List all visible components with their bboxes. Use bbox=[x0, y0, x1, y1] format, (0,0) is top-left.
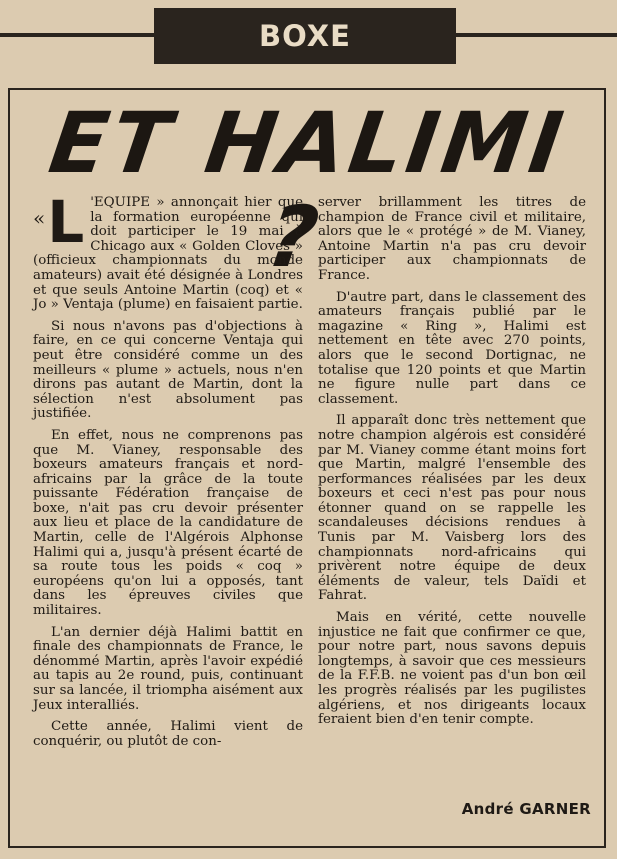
article-paragraph: Il apparaît donc très nettement que notre champion algérois est considéré par M. Vianey comme étant moins fort que Martin, malgré l'ensemble des performances réalisées par les deux boxeurs et ceci n'est pas pour nous étonner quand on se rappelle les scandaleuses décisions rendues à Tunis par M. Vaisberg lors des championnats nord-africains qui privèrent notre équipe de deux éléments de valeur, tels Daïdi et Fahrat. bbox=[318, 413, 586, 604]
opening-quote: « bbox=[33, 206, 46, 230]
article-paragraph: server brillamment les titres de champion de France civil et militaire, alors que le « protégé » de M. Vianey, Antoine Martin n'a pas cru devoir participer aux championnats de France. bbox=[318, 195, 586, 283]
article-paragraph: Mais en vérité, cette nouvelle injustice ne fait que confirmer ce que, pour notre part, nous savons depuis longtemps, à savoir que ces messieurs de la F.F.B. ne voient pas d'un bon œil les progrès réalisés par les pugilistes algériens, et nos dirigeants locaux feraient bien d'en tenir compte. bbox=[318, 610, 586, 728]
drop-cap: L bbox=[47, 188, 85, 256]
headline: ET HALIMI ? bbox=[43, 94, 573, 286]
header-rule-left bbox=[0, 33, 154, 37]
article-paragraph: D'autre part, dans le classement des amateurs français publié par le magazine « Ring », Halimi est nettement en tête avec 270 points, alors que le second Dortignac, ne totalise que 120 points et que Martin ne figure nulle part dans ce classement. bbox=[318, 289, 586, 407]
article-column-left bbox=[33, 188, 303, 756]
article-column-right bbox=[318, 196, 586, 735]
article-paragraph: Si nous n'avons pas d'objections à faire, en ce qui concerne Ventaja qui peut être considéré comme un des meilleurs « plume » actuels, nous n'en dirons pas autant de Martin, dont la sélection n'est absolument pas justifiée. bbox=[33, 318, 303, 422]
article-paragraph: En effet, nous ne comprenons pas que M. Vianey, responsable des boxeurs amateurs français et nord-africains par la grâce de la toute puissante Fédération française de boxe, n'ait pas cru devoir présenter aux lieu et place de la candidature de Martin, celle de l'Algérois Alphonse Halimi qui a, jusqu'à présent écarté de sa route tous les poids « coq » européens qu'on lui a opposés, tant dans les épreuves civiles que militaires. bbox=[33, 427, 303, 619]
article-paragraph: « L 'EQUIPE » annonçait hier que la formation européenne qui doit participer le 19 mai à Chicago aux « Golden Cloves » (officieux championnats du monde amateurs) avait été désignée à Londres et que seuls Antoine Martin (coq) et « Jo » Ventaja (plume) en faisaient partie. bbox=[33, 188, 303, 313]
article-paragraph: L'an dernier déjà Halimi battit en finale des championnats de France, le dénommé Martin, après l'avoir expédié au tapis au 2e round, puis, continuant sur sa lancée, il triompha aisément aux Jeux interalliés. bbox=[33, 624, 303, 713]
section-tag: BOXE bbox=[154, 8, 456, 64]
article-paragraph: Cette année, Halimi vient de conquérir, ou plutôt de con- bbox=[33, 719, 303, 749]
header-rule-right bbox=[456, 33, 617, 37]
author-signature: André GARNER bbox=[461, 800, 591, 818]
